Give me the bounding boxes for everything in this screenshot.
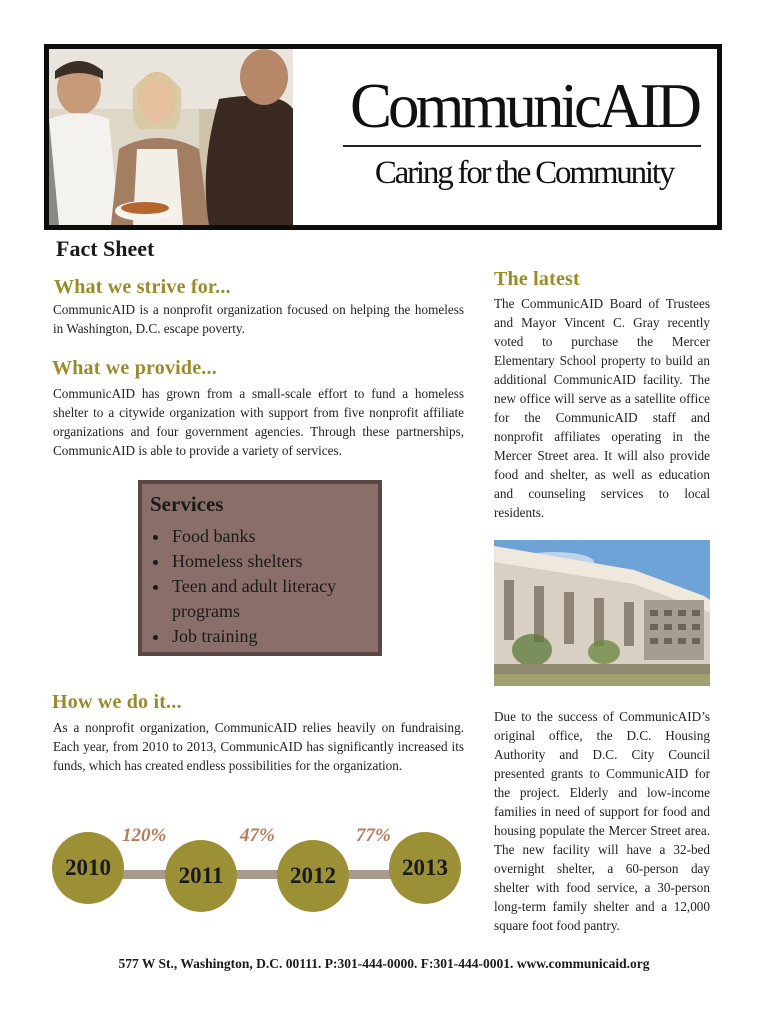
timeline-year-2012: 2012	[277, 840, 349, 912]
timeline-year-2010: 2010	[52, 832, 124, 904]
increase-2011-2012: 47%	[240, 825, 275, 846]
timeline-year-2011: 2011	[165, 840, 237, 912]
how-heading: How we do it...	[52, 691, 182, 713]
footer-contact: 577 W St., Washington, D.C. 00111. P:301-444-0000. F:301-444-0001. www.communicaid.org	[118, 956, 650, 971]
timeline-year-2013: 2013	[389, 832, 461, 904]
strive-heading: What we strive for...	[54, 276, 231, 298]
brand-tagline: Caring for the Community	[374, 155, 674, 191]
latest-text-1: The CommunicAID Board of Trustees and Mayor Vincent C. Gray recently voted to purchase the Mercer Elementary School property to build an additional CommunicAID facility. The new office will serve as a satellite office for the CommunicAID staff and nonprofit affiliates operating in the Mercer Street area. It will also provide food and shelter, as well as education and counseling services to local residents.	[494, 296, 710, 520]
services-box	[138, 480, 382, 656]
strive-text: CommunicAID is a nonprofit organization focused on helping the homeless in Washington, D.C. escape poverty.	[53, 302, 464, 336]
services-title: Services	[150, 492, 224, 516]
service-item: • Homeless shelters	[170, 549, 380, 574]
service-item: • Teen and adult literacy programs	[170, 574, 380, 624]
how-text: As a nonprofit organization, CommunicAID relies heavily on fundraising. Each year, from 2010 to 2013, CommunicAID has significantly increased its funds, which has created endless possibilities for the organization.	[53, 720, 464, 773]
increase-2012-2013: 77%	[356, 825, 391, 846]
provide-heading: What we provide...	[52, 357, 217, 379]
brand-name: CommunicAID	[350, 71, 698, 141]
increase-2010-2011: 120%	[122, 825, 167, 846]
service-item: • Job training	[170, 624, 380, 649]
services-list	[148, 524, 380, 649]
latest-heading: The latest	[494, 268, 580, 290]
fact-sheet-title: Fact Sheet	[56, 236, 155, 261]
latest-text-2: Due to the success of CommunicAID’s original office, the D.C. Housing Authority and D.C. City Council presented grants to CommunicAID for the project. Elderly and low-income families in need of support for food and housing populate the Mercer Street area. The new facility will have a 32-bed overnight shelter, a 60-person day shelter with food service, a 30-person long-term family shelter and a 12,000 square foot food pantry.	[494, 709, 710, 933]
brand-divider	[343, 145, 701, 147]
volunteers-serving-food-photo	[49, 49, 293, 225]
service-item: • Food banks	[170, 524, 380, 549]
provide-text: CommunicAID has grown from a small-scale effort to fund a homeless shelter to a citywide organization with support from five nonprofit affiliate organizations and four government agencies. Through these partnerships, CommunicAID is able to provide a variety of services.	[53, 386, 464, 458]
header-banner	[44, 44, 722, 230]
brand-block	[341, 71, 707, 191]
mercer-building-photo	[494, 540, 710, 686]
